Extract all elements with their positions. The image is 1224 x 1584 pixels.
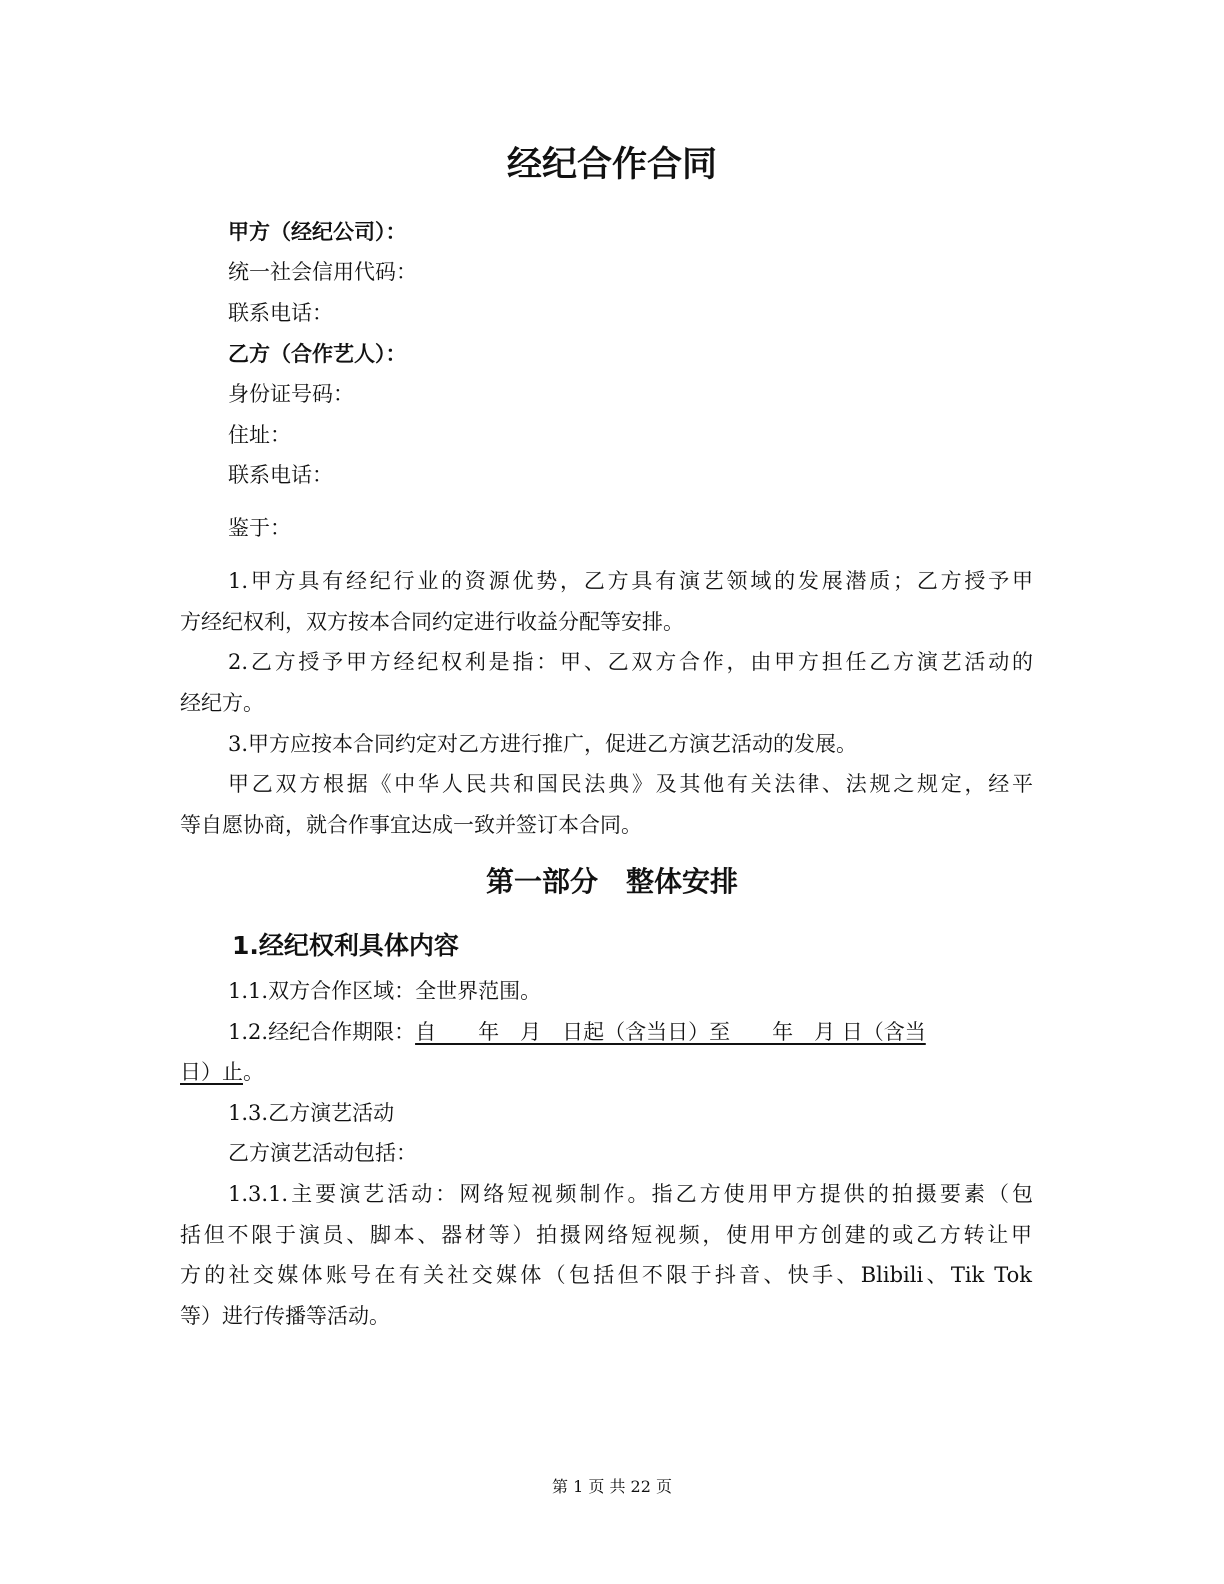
party-a-phone-label: 联系电话：: [228, 301, 333, 325]
clause-1-2-line-1: [228, 1018, 1022, 1046]
recitals-heading: 鉴于：: [228, 516, 291, 540]
recital-item-1-line-1: 1.甲方具有经纪行业的资源优势，乙方具有演艺领域的发展潜质；乙方授予甲: [228, 569, 1033, 593]
contract-term-field: 自 年 月 日起（含当日）至 年 月 日（含当: [415, 1020, 926, 1044]
recital-item-1-line-2: 方经纪权利，双方按本合同约定进行收益分配等安排。: [180, 610, 684, 634]
address-label: 住址：: [228, 423, 291, 447]
clause-1-3-1-line-3: 方的社交媒体账号在有关社交媒体（包括但不限于抖音、快手、Blibili、Tik Tok: [180, 1263, 1032, 1287]
clause-1-2-label: 1.2.经纪合作期限：: [228, 1020, 416, 1044]
recital-item-3: 3.甲方应按本合同约定对乙方进行推广，促进乙方演艺活动的发展。: [228, 732, 858, 756]
clause-1-3-1-line-1: 1.3.1.主要演艺活动：网络短视频制作。指乙方使用甲方提供的拍摄要素（包: [228, 1182, 1033, 1206]
recital-basis-line-1: 甲乙双方根据《中华人民共和国民法典》及其他有关法律、法规之规定，经平: [228, 772, 1033, 796]
recital-item-2-line-2: 经纪方。: [180, 691, 264, 715]
clause-1-3-1-line-2: 括但不限于演员、脚本、器材等）拍摄网络短视频，使用甲方创建的或乙方转让甲: [180, 1223, 1032, 1247]
party-b-heading: 乙方（合作艺人）：: [228, 342, 407, 366]
contract-term-field-end: 日）止: [180, 1060, 243, 1084]
credit-code-label: 统一社会信用代码：: [228, 260, 417, 284]
section-1-title: 1.经纪权利具体内容: [232, 931, 459, 960]
clause-1-3-1-line-4: 等）进行传播等活动。: [180, 1304, 390, 1328]
id-number-label: 身份证号码：: [228, 382, 354, 406]
page-title: 经纪合作合同: [506, 145, 717, 185]
recital-basis-line-2: 等自愿协商，就合作事宜达成一致并签订本合同。: [180, 813, 642, 837]
clause-1-2-line-2: [180, 1058, 264, 1086]
party-b-phone-label: 联系电话：: [228, 463, 333, 487]
recital-item-2-line-1: 2.乙方授予甲方经纪权利是指：甲、乙双方合作，由甲方担任乙方演艺活动的: [228, 650, 1033, 674]
clause-1-1: 1.1.双方合作区域：全世界范围。: [228, 979, 542, 1003]
part-1-title: 第一部分 整体安排: [485, 865, 738, 898]
page-footer: 第 1 页 共 22 页: [552, 1477, 672, 1496]
activities-intro: 乙方演艺活动包括：: [228, 1141, 417, 1165]
clause-1-2-period: 。: [243, 1060, 264, 1084]
party-a-heading: 甲方（经纪公司）：: [228, 220, 407, 244]
clause-1-3: 1.3.乙方演艺活动: [228, 1101, 395, 1125]
